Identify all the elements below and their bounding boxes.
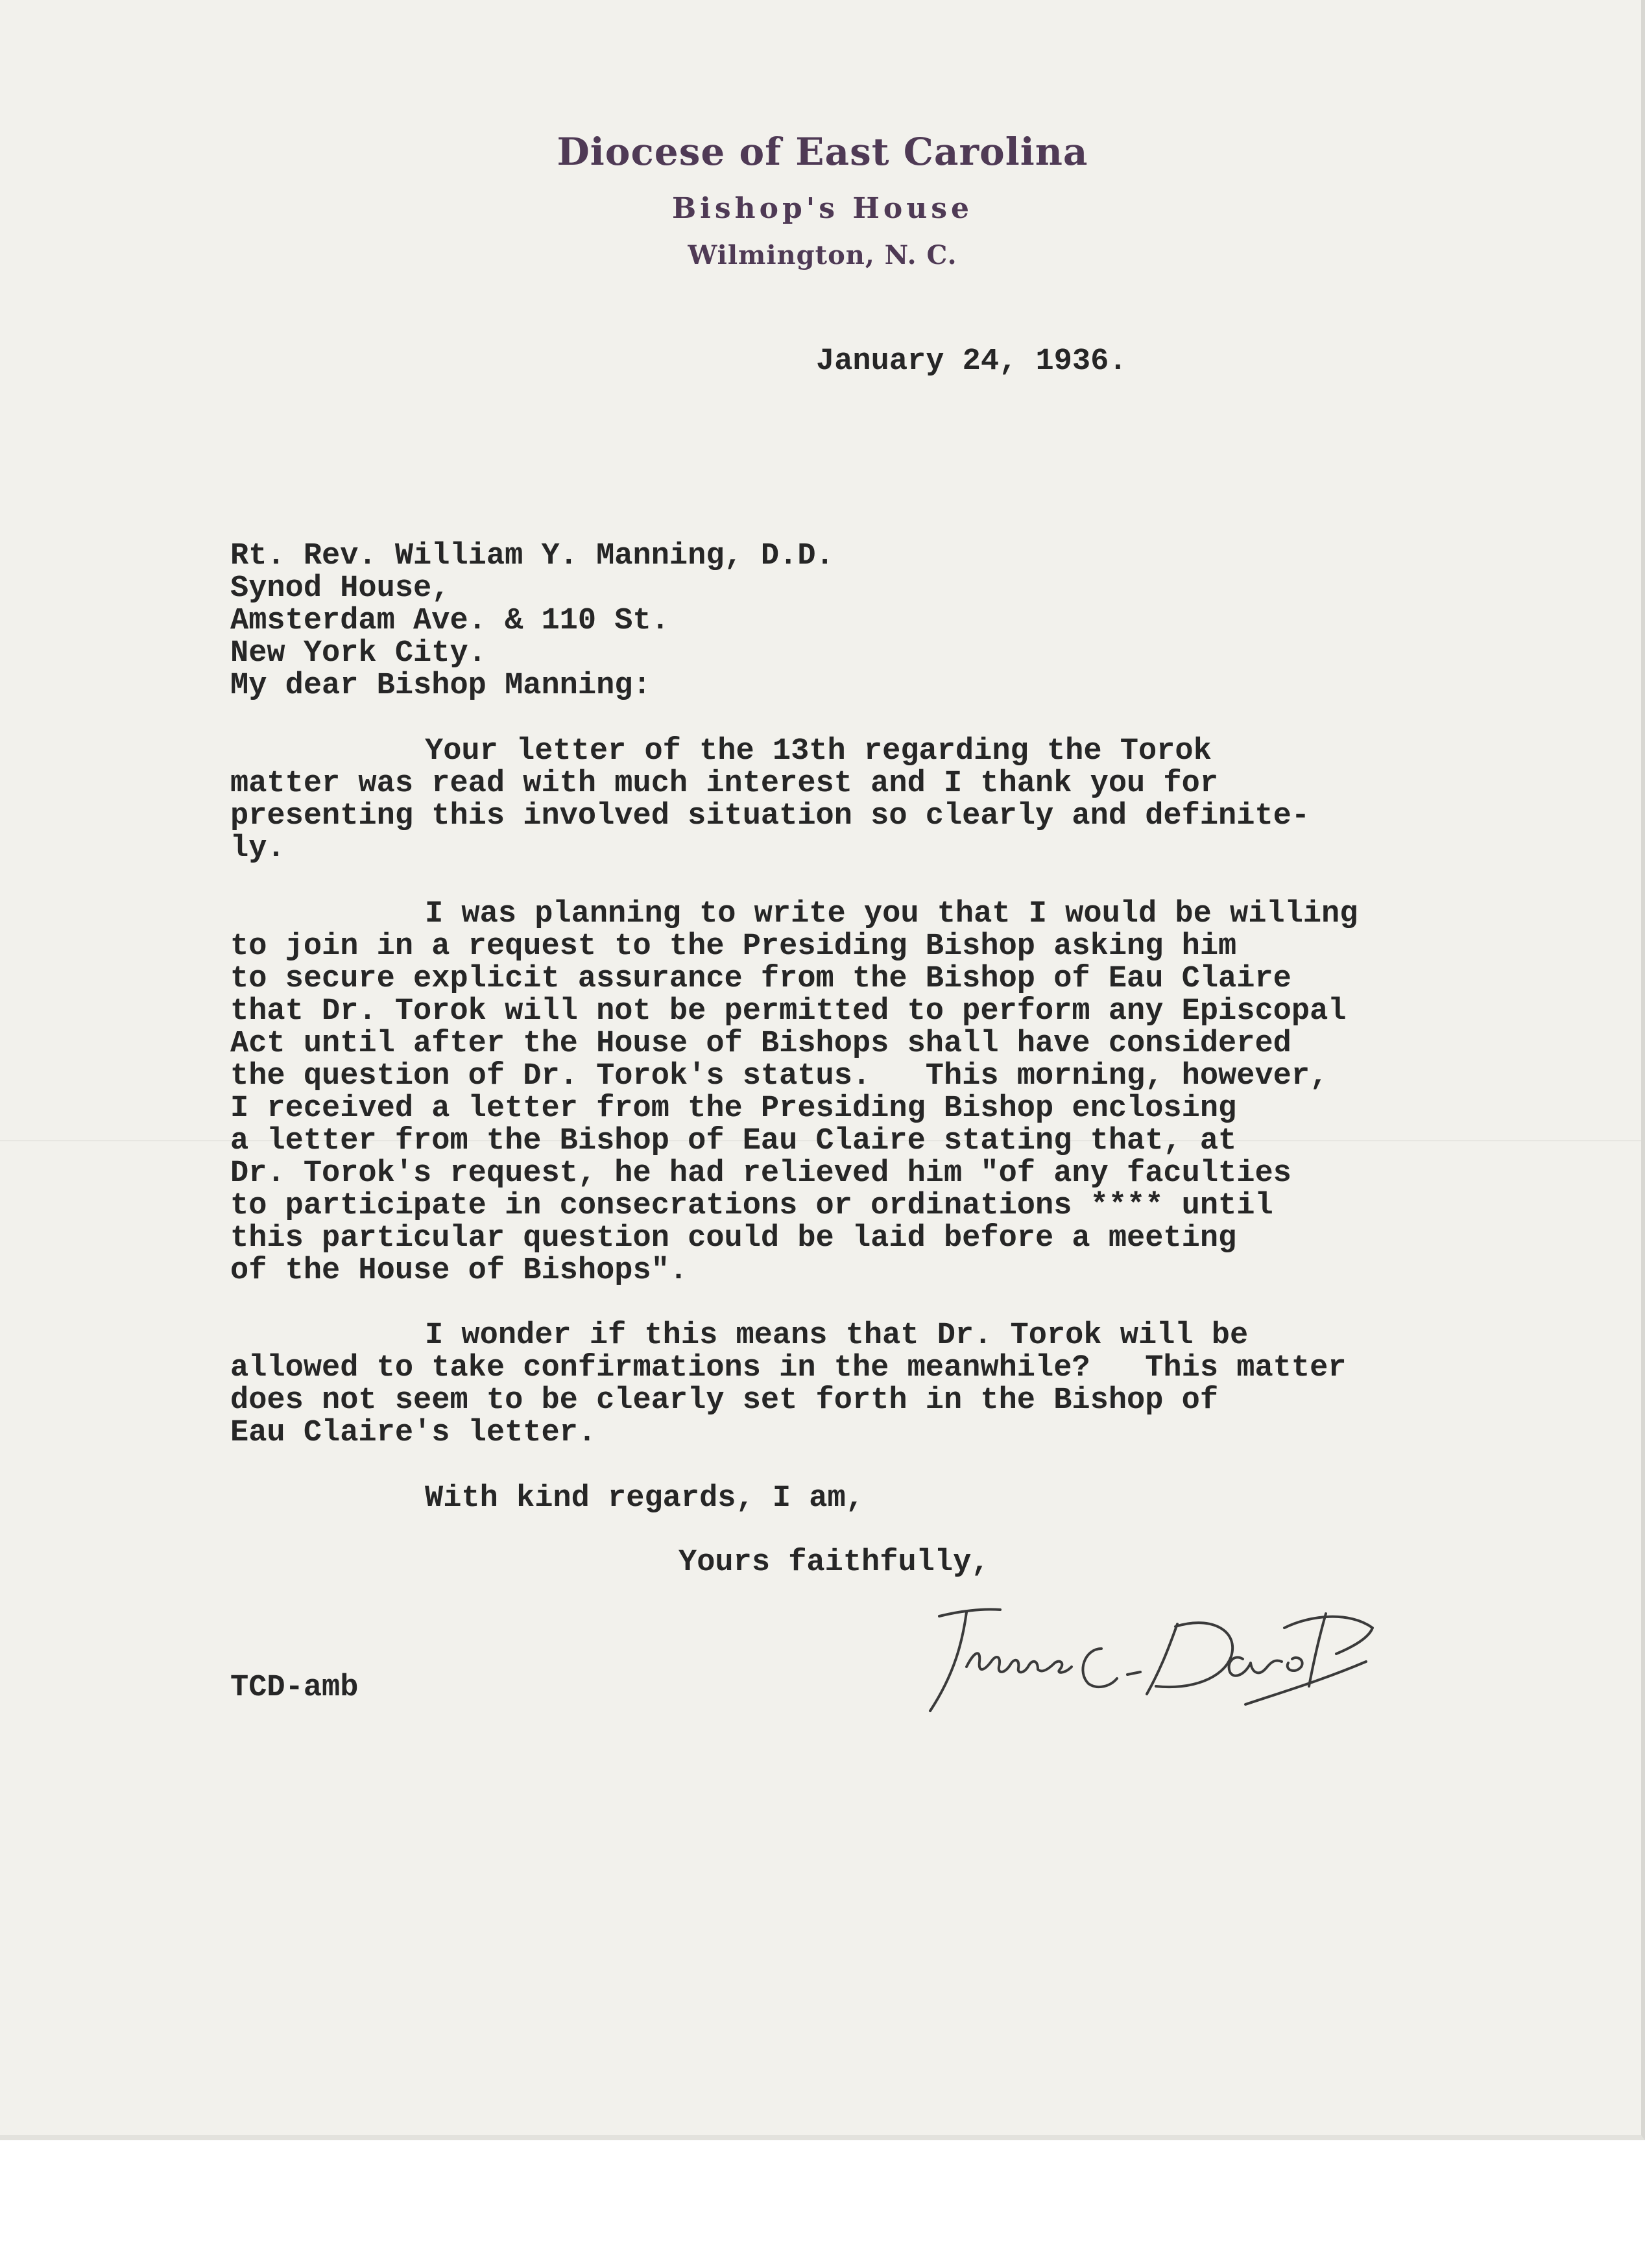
body-line: this particular question could be laid before a meeting — [230, 1221, 1237, 1256]
body-line: I received a letter from the Presiding Bishop enclosing — [230, 1092, 1237, 1126]
body-line: a letter from the Bishop of Eau Claire stating that, at — [230, 1124, 1237, 1158]
body-line: Eau Claire's letter. — [230, 1416, 597, 1450]
letterhead-title: Diocese of East Carolina — [557, 130, 1088, 174]
body-line: does not seem to be clearly set forth in the Bishop of — [230, 1383, 1219, 1418]
body-line: allowed to take confirmations in the meanwhile? This matter — [230, 1351, 1347, 1385]
body-line: Act until after the House of Bishops shall have considered — [230, 1027, 1291, 1061]
body-line: the question of Dr. Torok's status. This morning, however, — [230, 1059, 1328, 1093]
closing: With kind regards, I am, — [425, 1481, 864, 1516]
letterhead-subtitle: Bishop's House — [671, 192, 973, 225]
body-line: of the House of Bishops". — [230, 1254, 688, 1288]
body-line: ly. — [230, 831, 285, 866]
body-line: Dr. Torok's request, he had relieved him "of any faculties — [230, 1156, 1291, 1191]
body-line: matter was read with much interest and I thank you for — [230, 767, 1219, 801]
salutation: My dear Bishop Manning: — [230, 669, 651, 703]
address-line: Synod House, — [230, 571, 450, 606]
body-line: to join in a request to the Presiding Bishop asking him — [230, 929, 1237, 964]
body-line: presenting this involved situation so clearly and definite- — [230, 799, 1310, 833]
letterhead-city: Wilmington, N. C. — [688, 240, 957, 270]
address-line: New York City. — [230, 636, 486, 671]
body-line: I was planning to write you that I would be willing — [425, 897, 1358, 931]
signature — [921, 1589, 1375, 1732]
body-line: that Dr. Torok will not be permitted to perform any Episcopal — [230, 994, 1347, 1029]
body-line: Your letter of the 13th regarding the Torok — [425, 734, 1212, 769]
body-line: to participate in consecrations or ordinations **** until — [230, 1189, 1273, 1223]
typist-initials: TCD-amb — [230, 1671, 359, 1705]
address-line: Amsterdam Ave. & 110 St. — [230, 604, 669, 638]
sign-off: Yours faithfully, — [678, 1546, 990, 1580]
letter-date: January 24, 1936. — [816, 344, 1127, 379]
address-line: Rt. Rev. William Y. Manning, D.D. — [230, 539, 834, 573]
body-line: I wonder if this means that Dr. Torok will be — [425, 1319, 1249, 1353]
body-line: to secure explicit assurance from the Bishop of Eau Claire — [230, 962, 1291, 996]
